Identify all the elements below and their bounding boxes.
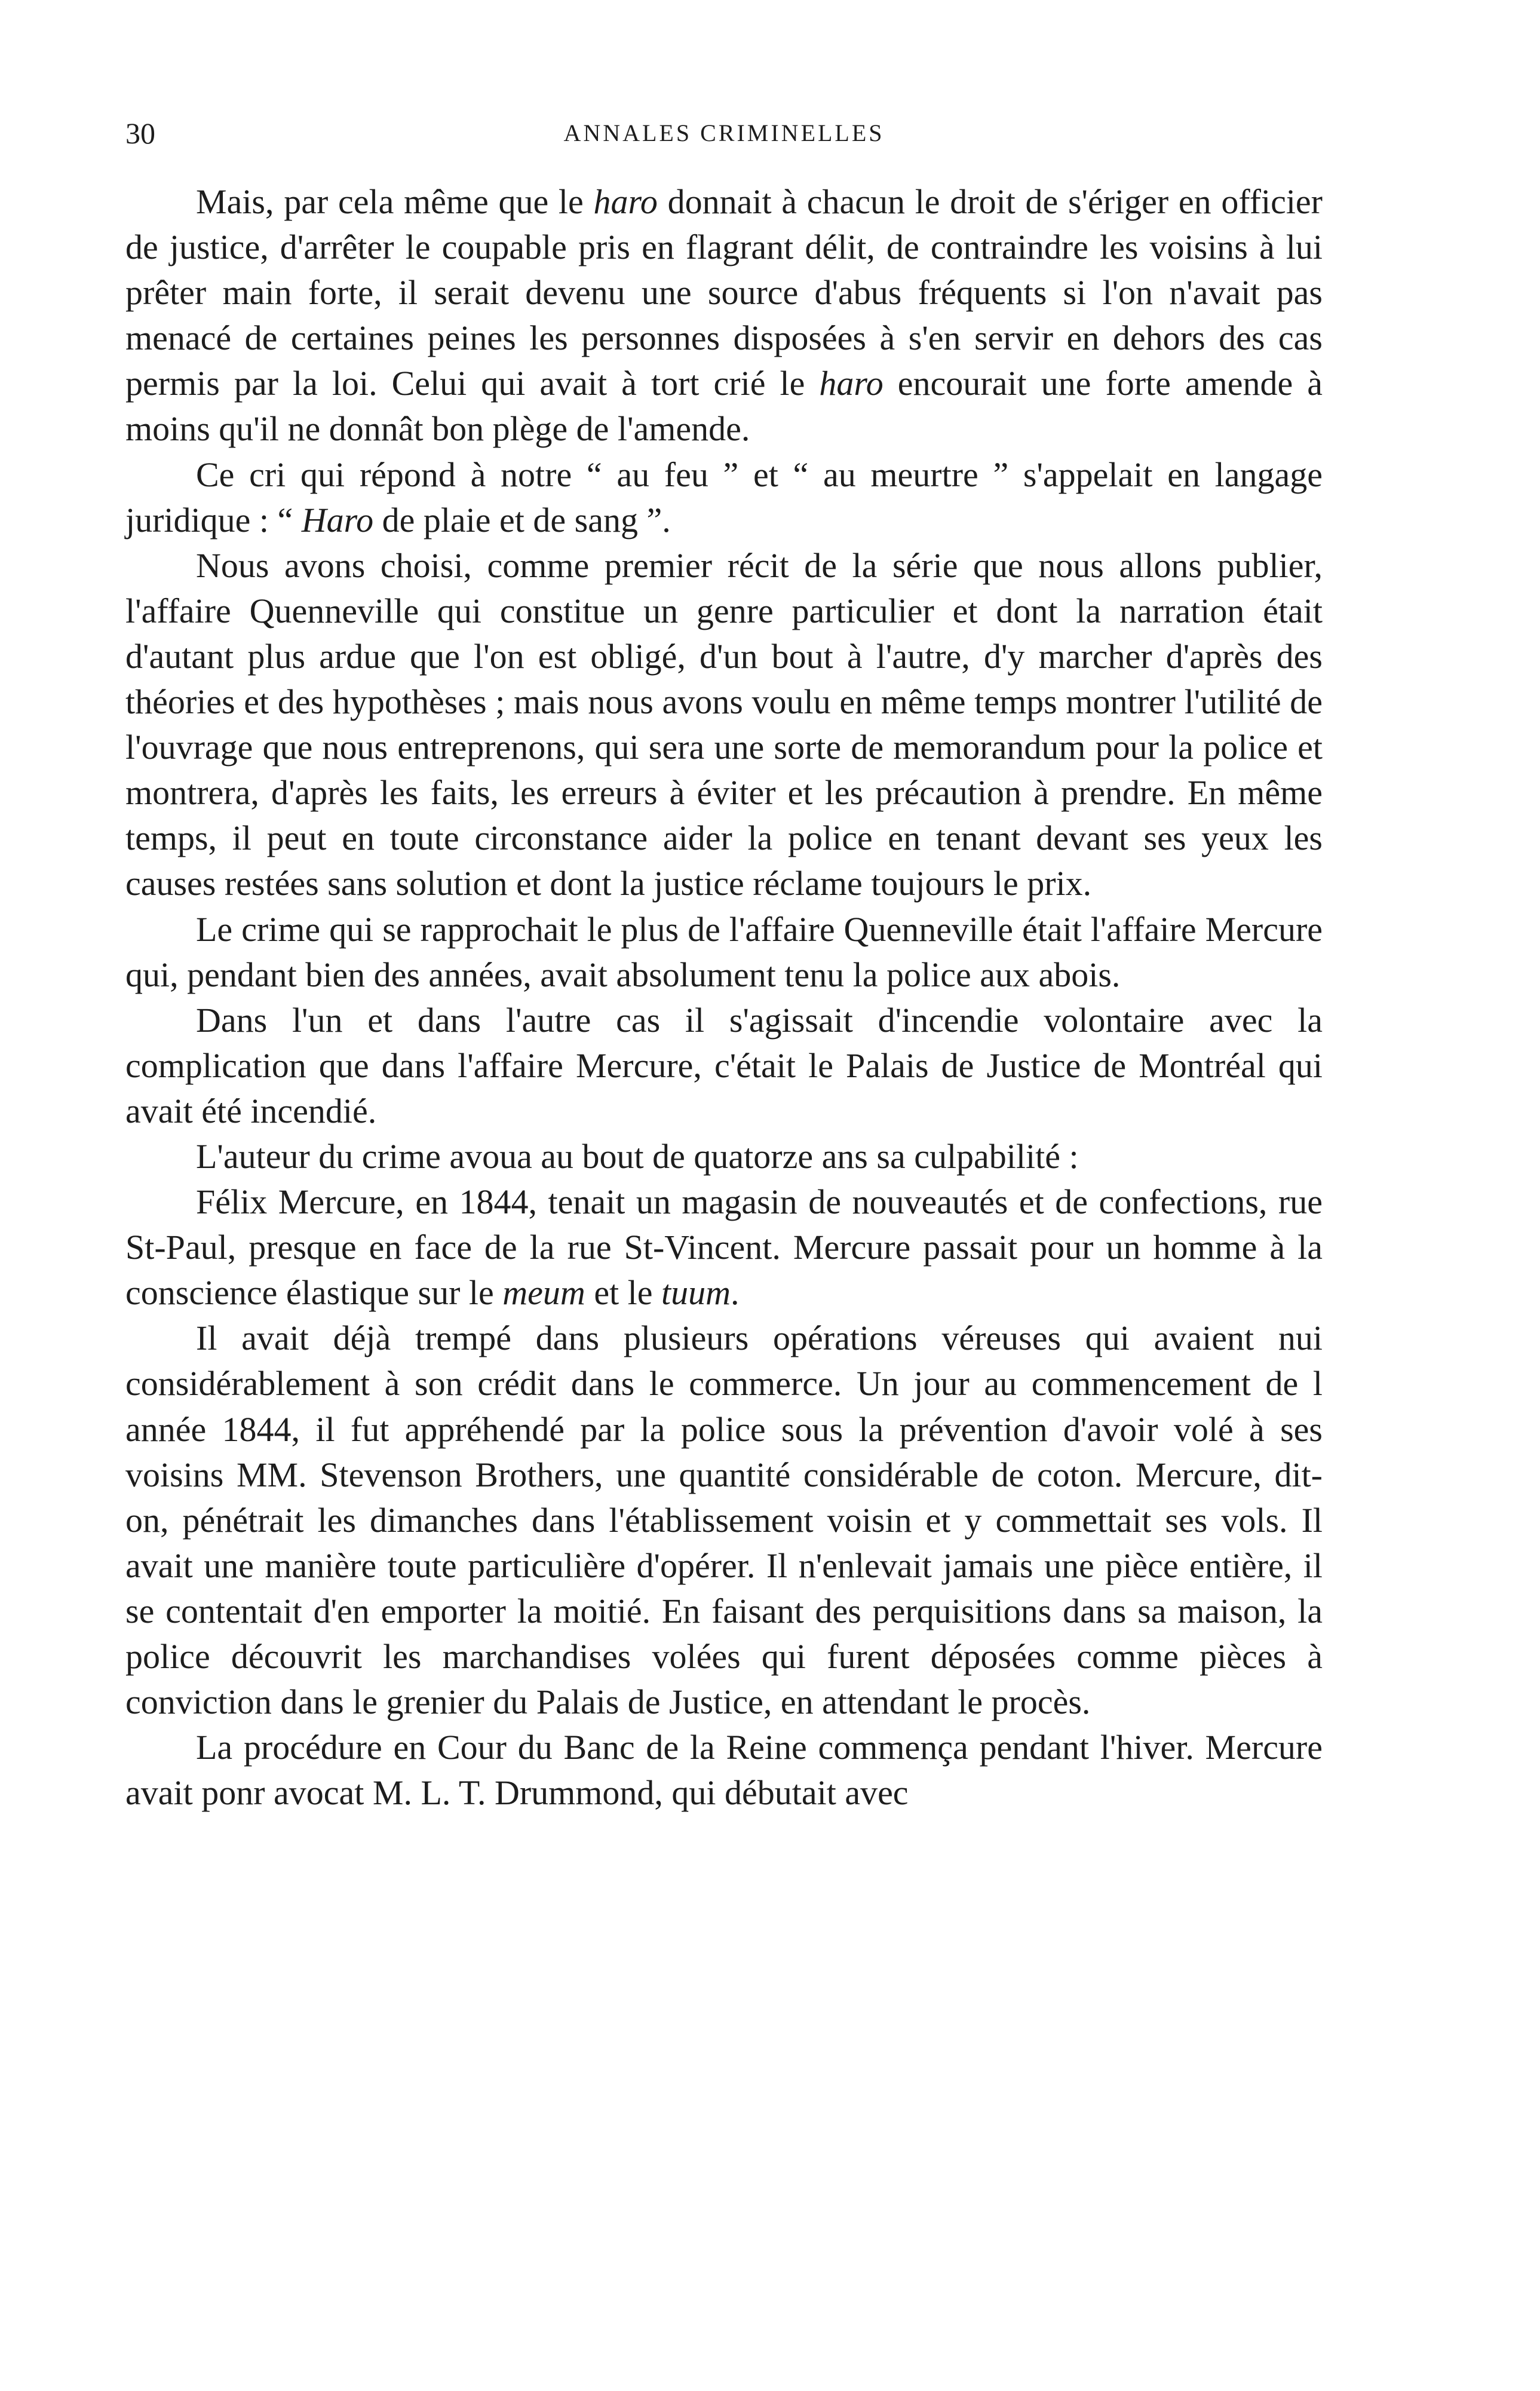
italic-term: Haro [301, 500, 374, 539]
running-head [125, 112, 1323, 154]
italic-term: haro [819, 364, 883, 403]
paragraph: Il avait déjà trempé dans plusieurs opérations véreuses qui avaient nui considérablement à son crédit dans le commerce. Un jour au commencement de l année 1844, il fut appréhendé par la police sous la prévention d'avoir volé à ses voisins MM. Stevenson Brothers, une quantité considérable de coton. Mercure, dit-on, pénétrait les dimanches dans l'établissement voisin et y commettait ses vols. Il avait une manière toute particulière d'opérer. Il n'enlevait jamais une pièce entière, il se contentait d'en emporter la moitié. En faisant des perquisitions dans sa maison, la police découvrit les marchandises volées qui furent déposées comme pièces à conviction dans le grenier du Palais de Justice, en attendant le procès. [125, 1319, 1323, 1722]
text-run: et le [585, 1273, 662, 1313]
text-run: donnait à chacun le droit de s'ériger en officier de justice, d'arrêter le coupable pris en flagrant délit, de contraindre les voisins à lui prêter main forte, il serait devenu une source d'abus fréquents si l'on n'avait pas menacé de certaines peines les personnes disposées à s'en servir en dehors des cas permis par la loi. Celui qui avait à tort crié le [125, 182, 1323, 403]
paragraph: L'auteur du crime avoua au bout de quatorze ans sa culpabilité : [196, 1136, 1079, 1176]
italic-term: meum [502, 1273, 585, 1313]
text-run: de plaie et de sang ”. [373, 500, 671, 539]
page-number: 30 [125, 117, 155, 150]
paragraph: Dans l'un et dans l'autre cas il s'agissait d'incendie volontaire avec la complication que dans l'affaire Mercure, c'était le Palais de Justice de Montréal qui avait été incendié. [125, 1000, 1323, 1130]
paragraph [125, 179, 1323, 452]
text-run: . [731, 1273, 740, 1313]
paragraph: Nous avons choisi, comme premier récit de la série que nous allons publier, l'affaire Quenneville qui constitue un genre particulier et dont la narration était d'autant plus ardue que l'on est obligé, d'un bout à l'autre, d'y marcher d'après des théories et des hypothèses ; mais nous avons voulu en même temps montrer l'utilité de l'ouvrage que nous entreprenons, qui sera une sorte de memorandum pour la police et montrera, d'après les faits, les erreurs à éviter et les précaution à prendre. En même temps, il peut en toute circonstance aider la police en tenant devant ses yeux les causes restées sans solution et dont la justice réclame toujours le prix. [125, 545, 1323, 903]
paragraph [125, 452, 1323, 543]
running-title: ANNALES CRIMINELLES [563, 119, 885, 146]
text-run: Mais, par cela même que le [196, 182, 594, 221]
italic-term: tuum [661, 1273, 731, 1313]
paragraph: Le crime qui se rapprochait le plus de l'affaire Quenneville était l'affaire Mercure qui, pendant bien des années, avait absolument tenu la police aux abois. [125, 909, 1323, 994]
text-run: encourait une forte amende à moins qu'il ne donnât bon plège de l'amende. [125, 364, 1323, 449]
text-run: Félix Mercure, en 1844, tenait un magasin de nouveautés et de confections, rue St-Paul, presque en face de la rue St-Vincent. Mercure passait pour un homme à la conscience élastique sur le [125, 1182, 1323, 1313]
body-text [125, 179, 1323, 1816]
italic-term: haro [593, 182, 658, 221]
text-run: Ce cri qui répond à notre “ au feu ” et “ au meurtre ” s'appelait en langage juridique : “ [125, 455, 1323, 539]
paragraph: La procédure en Cour du Banc de la Reine commença pendant l'hiver. Mercure avait ponr avocat M. L. T. Drummond, qui débutait avec [125, 1728, 1323, 1813]
paragraph [125, 1179, 1323, 1316]
